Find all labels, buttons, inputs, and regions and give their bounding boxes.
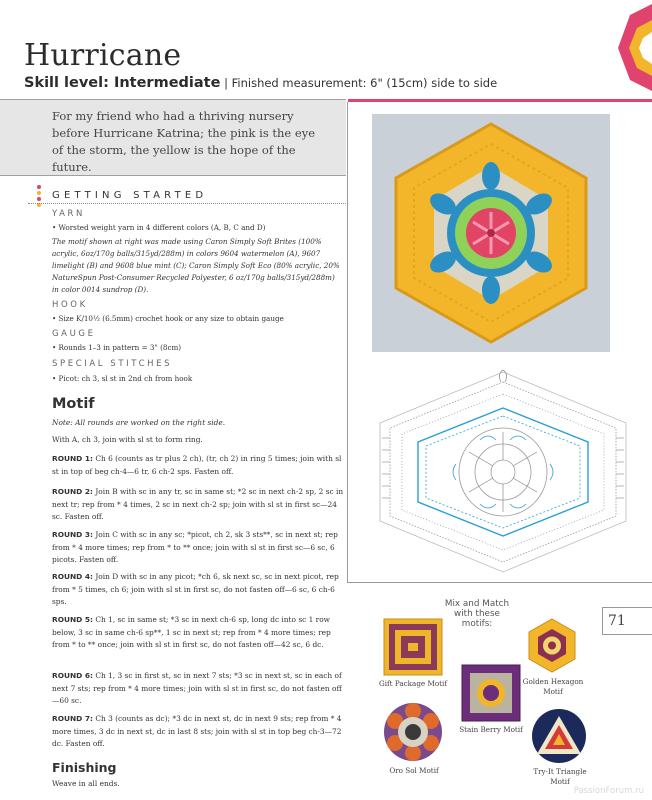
round-3: ROUND 3: Join C with sc in any sc; *picot, ch 2, sk 3 sts**, sc in next st; rep from * 4 more times; rep from * to ** once; join with sl st in first sc—6 sc, 6 picots. Fasten off. — [52, 530, 338, 565]
skill-line — [24, 72, 497, 91]
intro-text: For my friend who had a thriving nursery before Hurricane Katrina; the pink is the eye of the storm, the yellow is the hope of the future. — [52, 109, 316, 174]
section-bullet-dots — [36, 184, 42, 208]
hook-bullet: • Size K/10½ (6.5mm) crochet hook or any size to obtain gauge — [52, 314, 284, 323]
skill-level: Skill level: Intermediate — [24, 75, 221, 91]
hook-label: HOOK — [52, 300, 88, 310]
yarn-bullet: • Worsted weight yarn in 4 different colors (A, B, C and D) — [52, 223, 266, 232]
gauge-bullet: • Rounds 1–3 in pattern = 3" (8cm) — [52, 343, 182, 352]
gift-package-thumb[interactable] — [383, 618, 443, 676]
yarn-detail: The motif shown at right was made using Caron Simply Soft Brites (100% acrylic, 6oz/170g balls/315yd/288m) in colors 9604 watermelon (A), 9607 limelight (B) and 9608 blue mint (C); Caron Simply Soft Eco (80% acrylic, 20% NatureSpun Post-Consumer Recycled Polyester, 6 oz/170g balls/315yd/288m) in color 0014 sundrop (D). — [52, 237, 340, 294]
try-it-triangle-caption: Try-It Triangle Motif — [533, 767, 587, 786]
crochet-chart — [360, 368, 646, 576]
gauge-label: GAUGE — [52, 329, 96, 339]
oro-sol-thumb[interactable] — [383, 702, 443, 762]
motif-heading: Motif — [52, 396, 95, 412]
golden-hexagon-thumb[interactable] — [528, 618, 576, 673]
finishing-text: Weave in all ends. — [52, 779, 120, 788]
try-it-triangle-thumb[interactable] — [531, 708, 587, 764]
round-6: ROUND 6: Ch 1, 3 sc in first st, sc in next 7 sts; *3 sc in next st, sc in each of next 7 sts; rep from * 4 more times; join with sl st in first sc, do not fasten off—60 sc. — [52, 671, 342, 706]
pattern-title: Hurricane — [24, 38, 182, 73]
finishing-heading: Finishing — [52, 760, 117, 775]
separator: | — [220, 76, 232, 90]
mix-match-title: Mix and Match with these motifs: — [444, 599, 510, 629]
motif-photo — [372, 114, 610, 352]
round-5: ROUND 5: Ch 1, sc in same st; *3 sc in next ch-6 sp, long dc into sc 1 row below, 3 sc in same ch-6 sp**, 1 sc in next st; rep from * 4 more times; rep from * to ** once; join with sl st in first sc, do not fasten off—42 sc, 6 dc. — [52, 615, 331, 650]
corner-hexagon-badge — [610, 0, 652, 95]
page-number: 71 — [608, 613, 626, 629]
divider — [28, 203, 346, 204]
stain-berry-caption: Stain Berry Motif — [459, 725, 523, 734]
round-7: ROUND 7: Ch 3 (counts as dc); *3 dc in next st, dc in next 9 sts; rep from * 4 more times, 3 dc in next st, dc in last 8 sts; join with sl st in top beg ch-3—72 dc. Fasten off. — [52, 714, 342, 749]
watermark: PassionForum.ru — [573, 786, 644, 796]
round-1: ROUND 1: Ch 6 (counts as tr plus 2 ch), (tr, ch 2) in ring 5 times; join with sl st in top of beg ch-4—6 tr, 6 ch-2 sps. Fasten off. — [52, 454, 342, 476]
intro-box — [0, 99, 346, 176]
special-stitches-label: SPECIAL STITCHES — [52, 359, 173, 369]
round-2: ROUND 2: Join B with sc in any tr, sc in same st; *2 sc in next ch-2 sp, 2 sc in next tr; rep from * 4 times, 2 sc in next ch-2 sp; join with sl st in first sc—24 sc. Fasten off. — [52, 487, 344, 522]
motif-start: With A, ch 3, join with sl st to form ring. — [52, 435, 203, 444]
yarn-label: YARN — [52, 209, 86, 219]
motif-note: Note: All rounds are worked on the right side. — [52, 418, 226, 427]
stain-berry-thumb[interactable] — [461, 664, 521, 722]
finished-measurement: Finished measurement: 6" (15cm) side to side — [231, 76, 498, 90]
gift-package-caption: Gift Package Motif — [378, 679, 447, 688]
golden-hexagon-caption: Golden Hexagon Motif — [522, 677, 584, 696]
special-stitches-bullet: • Picot: ch 3, sl st in 2nd ch from hook — [52, 374, 193, 383]
getting-started-heading: GETTING STARTED — [52, 190, 208, 201]
oro-sol-caption: Oro Sol Motif — [389, 766, 439, 775]
round-4: ROUND 4: Join D with sc in any picot; *ch 6, sk next sc, sc in next picot, rep from * 5 times, ch 6; join with sl st in first sc, do not fasten off—6 sc, 6 ch-6 sps. — [52, 572, 339, 607]
